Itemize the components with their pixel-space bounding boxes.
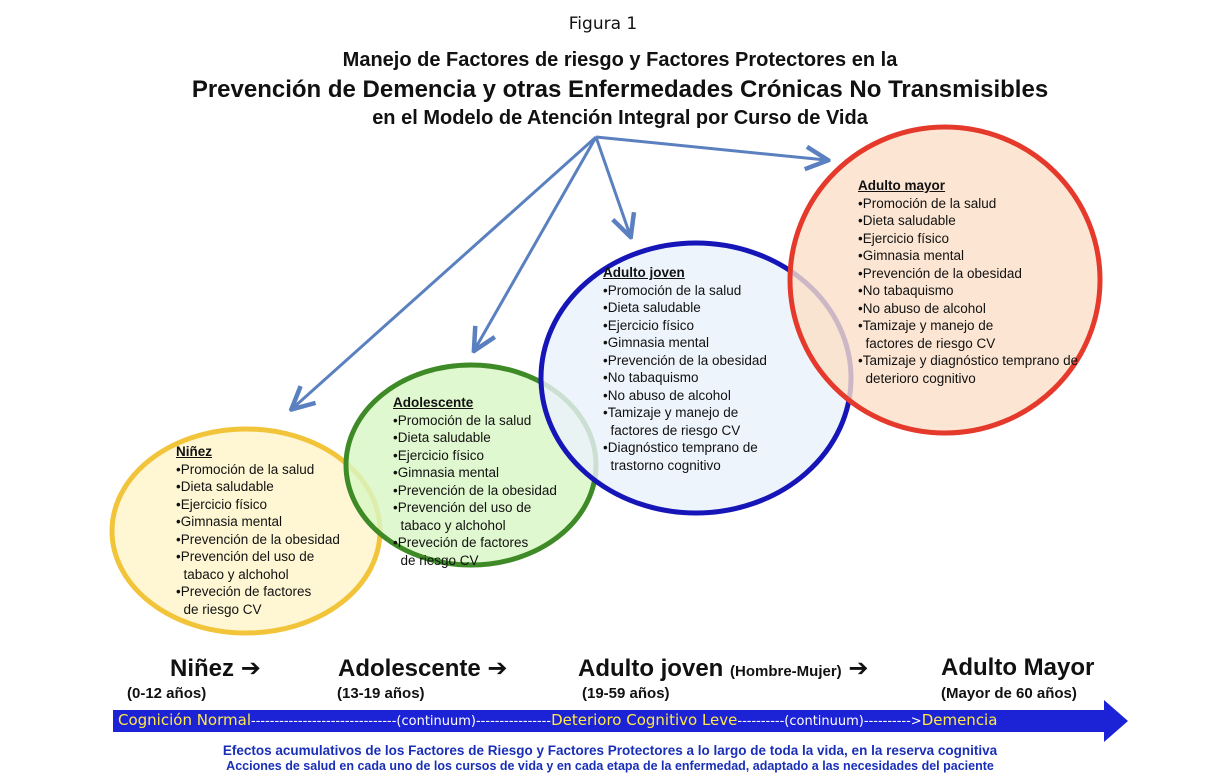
title-line-1: Manejo de Factores de riesgo y Factores Protectores en la [342,49,898,71]
figure-label: Figura 1 [568,14,638,34]
stage-list-item: •Preveción de factores [176,584,312,599]
stage-adulto-mayor [858,177,1078,387]
stage-adolescente-title: Adolescente [393,395,474,410]
stage-adulto-mayor-title: Adulto mayor [858,178,946,193]
timeline-arrow-icon: ➔ [848,655,869,682]
bar-demencia: Demencia [921,711,998,729]
stage-list-item: •No abuso de alcohol [603,387,731,403]
stage-list-item: •Prevención del uso de [176,549,315,564]
stage-adolescente-items [393,412,557,570]
stage-list-item: •Promoción de la salud [176,461,315,477]
stage-list-item: •Gimnasia mental [176,514,283,529]
stage-list-item: •Tamizaje y manejo de [858,318,994,333]
stage-ninez-items [176,461,340,619]
stage-list-item: •Preveción de factores [393,535,529,550]
timeline-bar-text [118,711,997,729]
bar-cognicion-normal: Cognición Normal [118,711,251,729]
stage-list-item: de riesgo CV [176,601,262,617]
bar-deterioro-leve: Deterioro Cognitivo Leve [551,711,738,729]
stage-adulto-joven [603,264,767,474]
stage-list-item: •Promoción de la salud [603,282,742,298]
stage-list-item: •Prevención de la obesidad [858,265,1022,281]
timeline-stage-adulto-joven-sub: (Hombre-Mujer) [730,663,842,680]
arrow-to-adulto-mayor [596,137,826,160]
stage-list-item: tabaco y alchohol [176,566,289,582]
title-line-2: Prevención de Demencia y otras Enfermedades Crónicas No Transmisibles [191,76,1049,103]
stage-list-item: •Prevención de la obesidad [393,482,557,498]
stage-ninez-title: Niñez [176,444,213,459]
bar-continuum-2: ----------(continuum)----------> [737,714,922,729]
stage-adolescente [393,394,557,569]
stage-list-item: •No tabaquismo [858,283,954,298]
stage-list-item: •Prevención de la obesidad [603,352,767,368]
stage-list-item: de riesgo CV [393,552,479,568]
stage-list-item: •Prevención de la obesidad [176,531,340,547]
stage-adulto-joven-items [603,282,767,475]
stage-list-item: •Dieta saludable [176,479,274,494]
bottom-note-2: Acciones de salud en cada uno de los cursos de vida y en cada etapa de la enfermedad, adaptado a las necesidades del paciente [226,759,994,773]
stage-list-item: factores de riesgo CV [858,335,996,351]
timeline-stage-adulto-joven-name: Adulto joven [578,655,724,682]
timeline-stage-ninez-name: Niñez [170,655,235,682]
stage-list-item: •Promoción de la salud [858,195,997,211]
timeline-stage-adulto-mayor-name: Adulto Mayor [941,654,1095,681]
stage-list-item: •Ejercicio físico [858,230,949,246]
bar-continuum-1: -------------------------------(continuum)---------------- [251,714,552,729]
stage-list-item: •Dieta saludable [858,213,956,228]
timeline-range-adulto-joven: (19-59 años) [582,685,670,702]
timeline-stage-adolescente [338,654,508,683]
stage-list-item: tabaco y alchohol [393,517,506,533]
timeline-range-ninez: (0-12 años) [127,685,207,702]
timeline-stage-adolescente-name: Adolescente [338,655,481,682]
stage-list-item: •Prevención del uso de [393,500,532,515]
stage-list-item: •Tamizaje y manejo de [603,405,739,420]
stage-list-item: factores de riesgo CV [603,422,741,438]
stage-list-item: •No tabaquismo [603,370,699,385]
timeline-stage-ninez [170,654,261,683]
stage-ninez [176,443,340,618]
timeline-stage-adulto-mayor [941,654,1094,682]
stage-adulto-joven-title: Adulto joven [603,265,685,280]
timeline-range-adulto-mayor: (Mayor de 60 años) [941,685,1077,702]
stage-list-item: •Ejercicio físico [176,496,267,512]
stage-list-item: •No abuso de alcohol [858,300,986,316]
stage-list-item: deterioro cognitivo [858,370,976,386]
stage-list-item: •Tamizaje y diagnóstico temprano de [858,353,1079,368]
stage-list-item: trastorno cognitivo [603,457,721,473]
timeline-range-adolescente: (13-19 años) [337,685,425,702]
timeline-arrow-icon: ➔ [240,655,261,682]
stage-list-item: •Ejercicio físico [393,447,484,463]
arrow-to-adulto-joven [596,137,630,235]
stage-list-item: •Promoción de la salud [393,412,532,428]
stage-list-item: •Dieta saludable [393,430,491,445]
timeline-arrow-icon: ➔ [487,655,508,682]
stage-adulto-mayor-items [858,195,1078,388]
title-line-3: en el Modelo de Atención Integral por Curso de Vida [372,107,868,129]
stage-list-item: •Gimnasia mental [393,465,500,480]
stage-list-item: •Dieta saludable [603,300,701,315]
stage-list-item: •Ejercicio físico [603,317,694,333]
timeline-stage-adulto-joven [578,654,868,683]
stage-list-item: •Diagnóstico temprano de [603,440,758,455]
stage-list-item: •Gimnasia mental [603,335,710,350]
stage-list-item: •Gimnasia mental [858,248,965,263]
bottom-note-1: Efectos acumulativos de los Factores de Riesgo y Factores Protectores a lo largo de toda la vida, en la reserva cognitiva [222,743,998,758]
